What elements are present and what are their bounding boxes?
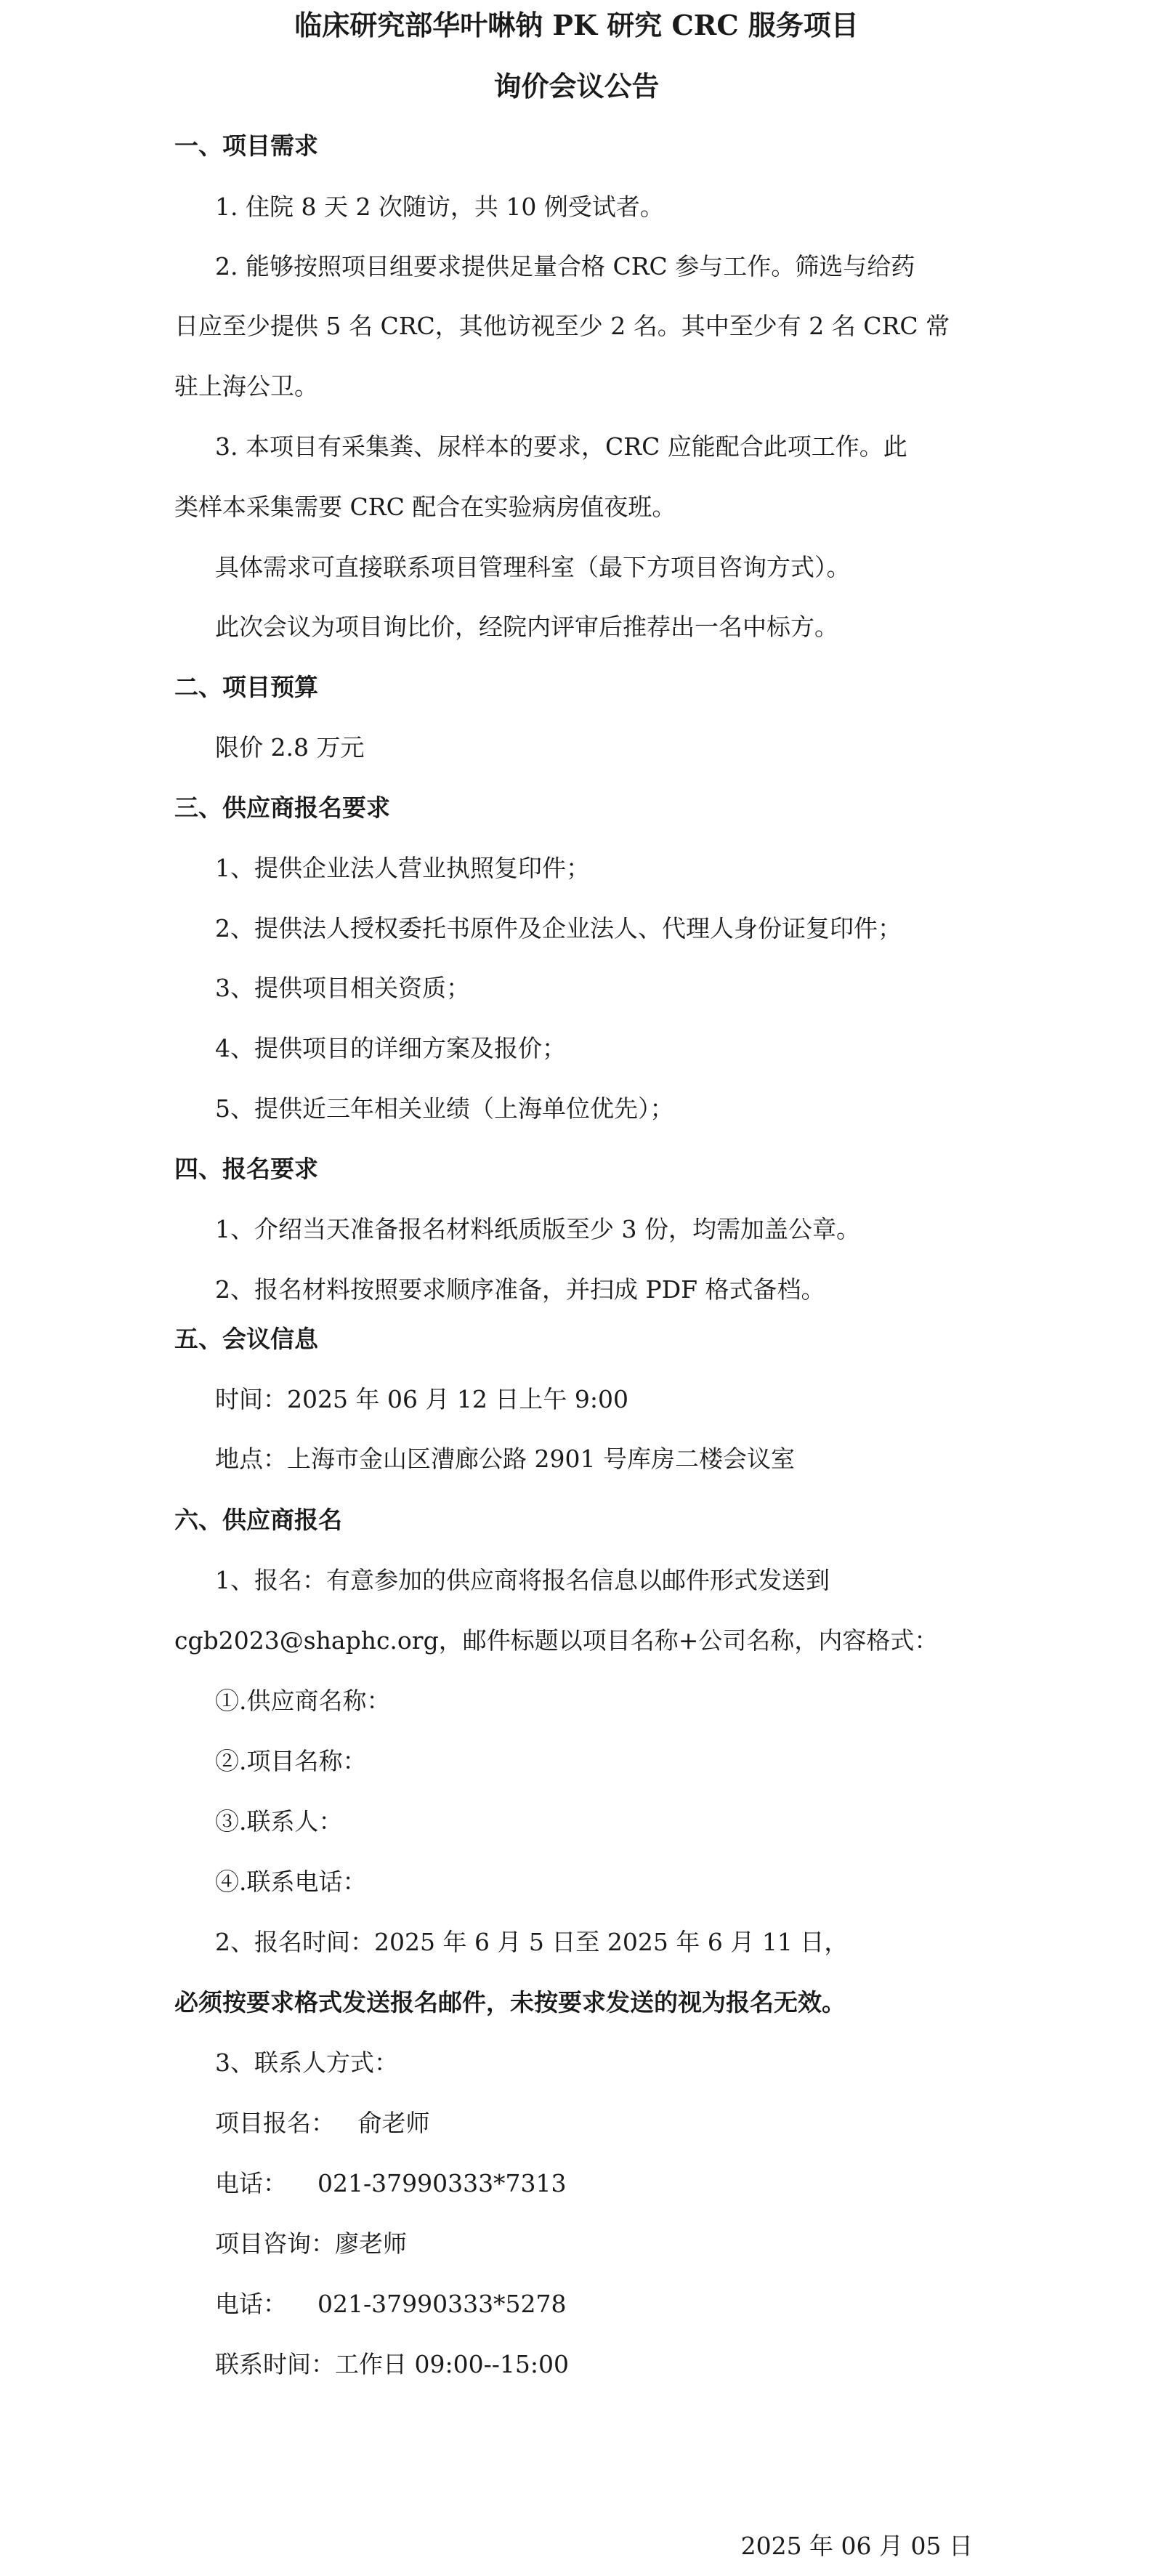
requirement-note-2: 此次会议为项目询比价，经院内评审后推荐出一名中标方。 <box>215 613 838 641</box>
consult-phone: 电话： 021-37990333*5278 <box>215 2290 567 2318</box>
requirement-item-2-line1: 2. 能够按照项目组要求提供足量合格 CRC 参与工作。筛选与给药 <box>215 252 915 280</box>
signup-requirement-item: 1、介绍当天准备报名材料纸质版至少 3 份，均需加盖公章。 <box>215 1215 860 1243</box>
signup-requirement-item: 2、报名材料按照要求顺序准备，并扫成 PDF 格式备档。 <box>215 1275 825 1304</box>
signup-instruction-line2: cgb2023@shaphc.org，邮件标题以项目名称+公司名称，内容格式： <box>174 1626 939 1655</box>
meeting-time: 时间：2025 年 06 月 12 日上午 9:00 <box>215 1385 629 1413</box>
section-heading-budget: 二、项目预算 <box>174 673 318 701</box>
meeting-place: 地点：上海市金山区漕廊公路 2901 号库房二楼会议室 <box>215 1445 795 1473</box>
contact-hours: 联系时间：工作日 09:00--15:00 <box>215 2350 569 2378</box>
requirement-item-3-line2: 类样本采集需要 CRC 配合在实验病房值夜班。 <box>174 493 676 521</box>
document-title-line2: 询价会议公告 <box>493 70 660 102</box>
signup-phone: 电话： 021-37990333*7313 <box>215 2169 567 2197</box>
requirement-note-1: 具体需求可直接联系项目管理科室（最下方项目咨询方式）。 <box>215 553 851 581</box>
contact-heading: 3、联系人方式： <box>215 2048 398 2077</box>
supplier-requirement-item: 2、提供法人授权委托书原件及企业法人、代理人身份证复印件； <box>215 914 902 942</box>
format-item: ①.供应商名称： <box>215 1687 391 1715</box>
supplier-requirement-item: 5、提供近三年相关业绩（上海单位优先）； <box>215 1094 674 1123</box>
section-heading-requirements: 一、项目需求 <box>174 132 318 160</box>
signup-warning: 必须按要求格式发送报名邮件，未按要求发送的视为报名无效。 <box>174 1988 846 2016</box>
section-heading-supplier-signup: 六、供应商报名 <box>174 1506 342 1534</box>
requirement-item-1: 1. 住院 8 天 2 次随访，共 10 例受试者。 <box>215 193 664 221</box>
format-item: ③.联系人： <box>215 1807 343 1836</box>
format-item: ②.项目名称： <box>215 1747 367 1775</box>
section-heading-signup-requirements: 四、报名要求 <box>174 1155 318 1183</box>
signup-contact: 项目报名： 俞老师 <box>215 2109 430 2137</box>
requirement-item-3-line1: 3. 本项目有采集粪、尿样本的要求，CRC 应能配合此项工作。此 <box>215 432 907 461</box>
signup-period: 2、报名时间：2025 年 6 月 5 日至 2025 年 6 月 11 日， <box>215 1928 849 1956</box>
document-title-line1: 临床研究部华叶啉钠 PK 研究 CRC 服务项目 <box>294 9 859 41</box>
supplier-requirement-item: 3、提供项目相关资质； <box>215 974 470 1002</box>
document-date: 2025 年 06 月 05 日 <box>740 2532 973 2560</box>
section-heading-meeting-info: 五、会议信息 <box>174 1325 318 1353</box>
format-item: ④.联系电话： <box>215 1868 367 1896</box>
supplier-requirement-item: 4、提供项目的详细方案及报价； <box>215 1034 566 1062</box>
supplier-requirement-item: 1、提供企业法人营业执照复印件； <box>215 854 590 882</box>
signup-instruction-line1: 1、报名：有意参加的供应商将报名信息以邮件形式发送到 <box>215 1566 830 1594</box>
section-heading-supplier-requirements: 三、供应商报名要求 <box>174 794 390 822</box>
requirement-item-2-line3: 驻上海公卫。 <box>174 372 318 400</box>
requirement-item-2-line2: 日应至少提供 5 名 CRC，其他访视至少 2 名。其中至少有 2 名 CRC 常 <box>174 312 950 340</box>
consult-contact: 项目咨询：廖老师 <box>215 2229 407 2258</box>
budget-limit: 限价 2.8 万元 <box>215 733 365 762</box>
